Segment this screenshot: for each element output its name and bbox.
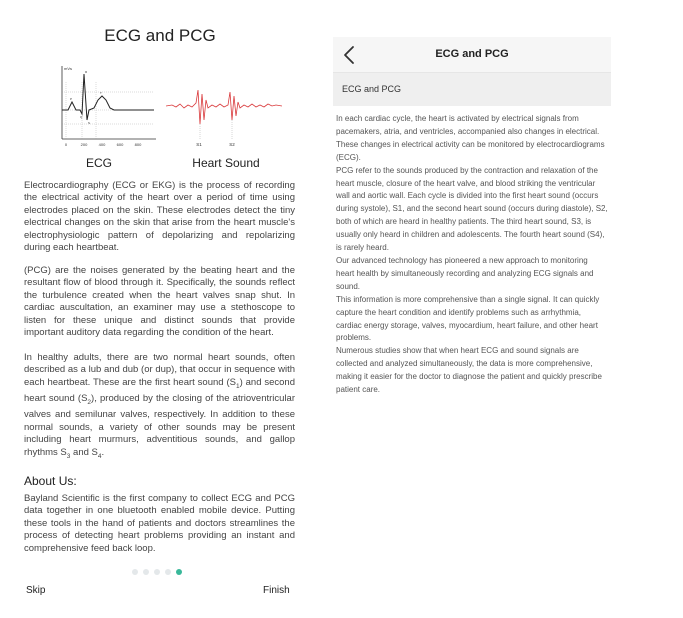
ecg-figure: [58, 62, 158, 150]
ecg-label-s: S: [88, 121, 91, 125]
pcg-caption: Heart Sound: [192, 156, 260, 170]
detail-screen: [333, 37, 611, 618]
ecg-label-t: T: [100, 91, 102, 95]
skip-button[interactable]: Skip: [26, 585, 46, 596]
ecg-tick-label: 600: [116, 142, 124, 147]
ecg-label-p: P: [70, 97, 73, 101]
heart-sounds-description: In healthy adults, there are two normal heart sounds, often described as a lub and dub (or dup), that occur in sequence with each heartbeat. These are the first heart sound $(S_1)$ and second heart sound $(S_2)$, produced by the closing of the atrioventricular valves and semilunar valves, respectively. In addition to these normal sounds, a variety of other sounds may be present including heart murmurs, adventitious sounds, and gallop rhythms $S_3$ and $S_4$.: [24, 352, 295, 460]
about-heading: About Us:: [24, 474, 77, 488]
ecg-label-r: R: [85, 70, 88, 74]
ecg-tick-label: 200: [80, 142, 88, 147]
detail-paragraph: Our advanced technology has pioneered a new approach to monitoring heart health by simultaneously recording and analyzing ECG signals and sound.: [336, 255, 594, 291]
ecg-description: Electrocardiography (ECG or EKG) is the process of recording the electrical activity of the heart over a period of time using electrodes placed on the skin. These electrodes detect the tiny electrical changes on the skin that arise from the heart muscle's electrophysiologic pattern of depolarizing and repolarizing during each heartbeat.: [24, 180, 295, 254]
pcg-label-s1: S1: [196, 142, 202, 147]
ecg-y-label: mVs: [64, 66, 72, 71]
pcg-figure: [166, 86, 282, 150]
detail-paragraph: PCG refer to the sounds produced by the contraction and relaxation of the heart muscle, closure of the heart valve, and blood striking the ventricular wall and aortic wall. Each cycle is divided into the first heart sound (occurs during systole), S1, and the second heart sound (occurs during diastole), S2, both of which are heard in healthy patients. The third heart sound, S3, is usually only heard in children and adolescents. The fourth heart sound (S4), is rarely heard.: [336, 165, 608, 253]
section-label: ECG and PCG: [342, 84, 402, 94]
onboarding-screen: [0, 0, 330, 618]
page-dot[interactable]: [154, 569, 160, 575]
detail-paragraph: Numerous studies show that when heart ECG and sound signals are collected and analyzed simultaneously, the data is more comprehensive, making it easier for the doctor to diagnose the patient and quickly prescribe patient care.: [336, 346, 602, 395]
nav-bar: [333, 37, 611, 73]
ecg-tick-label: 800: [134, 142, 142, 147]
page-dot[interactable]: [132, 569, 138, 575]
about-text: Bayland Scientific is the first company to collect ECG and PCG data together in one bluetooth enabled mobile device. Putting these tools in the hand of patients and doctors streamlines the process of detecting heart problems providing an instant and comprehensive feed back loop.: [24, 493, 295, 554]
ecg-tick-label: 0: [64, 142, 68, 147]
pcg-description: (PCG) are the noises generated by the beating heart and the resultant flow of blood through it. Specifically, the sounds reflect the turbulence created when the heart valves snap shut. In cardiac auscultation, an examiner may use a stethoscope to listen for these unique and distinct sounds that provide important auditory data regarding the condition of the heart.: [24, 265, 295, 339]
ecg-tick-label: 400: [98, 142, 106, 147]
page-indicator[interactable]: [132, 569, 182, 575]
onboarding-title: ECG and PCG: [104, 26, 216, 45]
nav-title: ECG and PCG: [435, 48, 509, 60]
pcg-label-s2: S2: [229, 142, 235, 147]
ecg-waveform: [62, 74, 154, 120]
detail-paragraph: In each cardiac cycle, the heart is activated by electrical signals from pacemakers, atria, and ventricles, accompanied also changes in electrical. These changes in electrical activity can be monitored by electrocardiograms (ECG).: [336, 114, 605, 162]
detail-body: [336, 113, 608, 397]
ecg-caption: ECG: [85, 156, 112, 170]
pcg-waveform: [166, 90, 282, 124]
finish-button[interactable]: Finish: [263, 585, 290, 596]
page-dot-active[interactable]: [176, 569, 182, 575]
detail-paragraph: This information is more comprehensive than a single signal. It can quickly capture the heart condition and identify problems such as arrhythmia, cardiac energy storage, valves, myocardium, heart failure, and other heart problems.: [336, 294, 600, 343]
page-dot[interactable]: [143, 569, 149, 575]
page-dot[interactable]: [165, 569, 171, 575]
section-header: [333, 73, 611, 106]
ecg-label-q: Q: [80, 115, 83, 119]
